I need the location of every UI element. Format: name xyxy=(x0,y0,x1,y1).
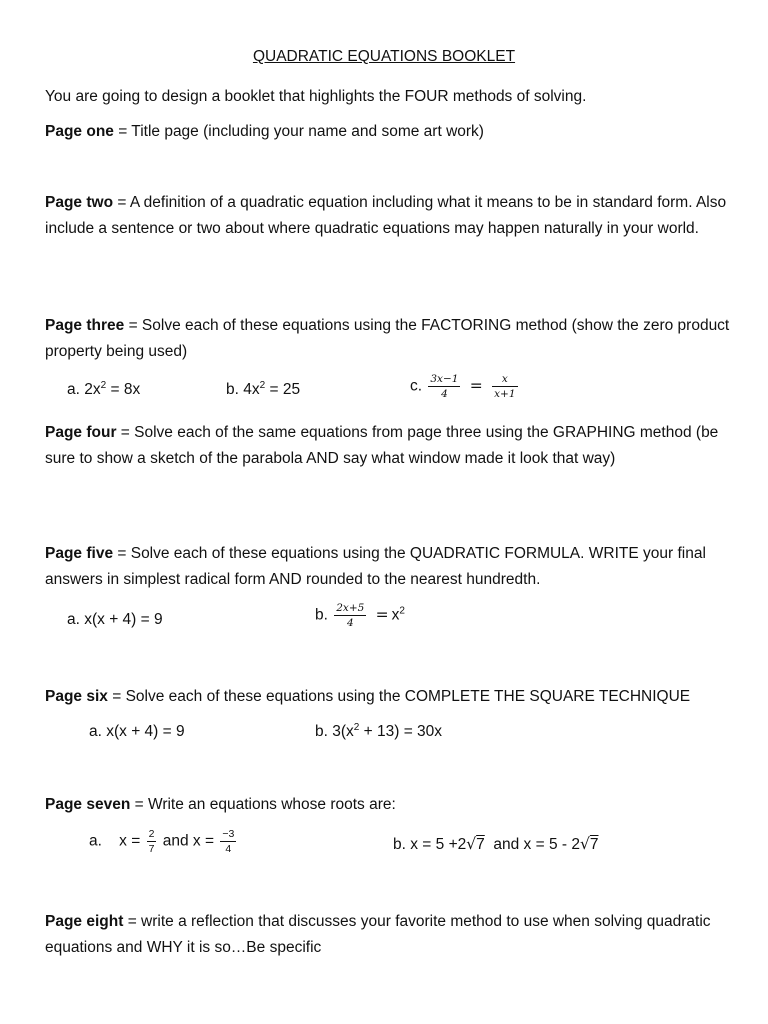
fraction-left: $\frac{3x-1}{4}$ xyxy=(430,373,459,400)
page-eight-text: = write a reflection that discusses your favorite method to use when solving quadratic equations and WHY it is so…Be specific xyxy=(45,913,711,956)
page-seven-text: = Write an equations whose roots are: xyxy=(130,796,396,813)
page-three-text: = Solve each of these equations using the FACTORING method (show the zero product property being used) xyxy=(45,317,730,360)
page-eight-paragraph xyxy=(45,909,735,960)
page-three-equation-b: b. $4x^2 = 25$ xyxy=(226,380,301,398)
page-five-label: Page five xyxy=(45,545,114,562)
booklet-title: QUADRATIC EQUATIONS BOOKLET xyxy=(252,48,516,65)
page-one-text: = Title page (including your name and some art work) xyxy=(113,123,484,140)
page-four-paragraph xyxy=(45,420,735,471)
page-five-equation-a: a. x(x + 4) = 9 xyxy=(67,611,163,628)
page-seven-roots-b: b. x = 5 +2√7 and x = 5 - 2√7 xyxy=(393,835,599,853)
page-four-text: = Solve each of the same equations from page three using the GRAPHING method (be sure to show a sketch of the parabola AND say what window made it look that way) xyxy=(45,424,719,467)
page-six-label: Page six xyxy=(45,688,108,705)
fraction-right: $\frac{x}{x+1}$ xyxy=(494,373,516,400)
page-three-paragraph xyxy=(45,313,735,364)
page-four-label: Page four xyxy=(45,424,117,441)
page-one-paragraph xyxy=(45,119,735,145)
fraction-neg-three-fourths: $\frac{-3}{4}$ xyxy=(222,828,235,855)
page-five-equation-b: b. $\frac{2x+5}{4}$ = $x^2$ xyxy=(315,602,405,629)
page-eight-label: Page eight xyxy=(45,913,124,930)
page-six-equation-a: a. x(x + 4) = 9 xyxy=(89,723,185,740)
page-two-text: = A definition of a quadratic equation including what it means to be in standard form. Also include a sentence or two about where quadratic equations may happen naturally in your world. xyxy=(45,194,727,237)
page-five-paragraph xyxy=(45,541,735,592)
page-three-label: Page three xyxy=(45,317,125,334)
intro-paragraph: You are going to design a booklet that highlights the FOUR methods of solving. xyxy=(45,88,587,105)
page-seven-paragraph xyxy=(45,792,735,818)
page-three-equation-a: a. $2x^2 = 8x$ xyxy=(67,380,141,398)
page-two-paragraph xyxy=(45,190,735,241)
fraction-two-sevenths: $\frac{2}{7}$ xyxy=(148,828,155,855)
page-three-equation-c: c. $\frac{3x-1}{4}$ = $\frac{x}{x+1}$ xyxy=(410,373,516,400)
page-two-label: Page two xyxy=(45,194,114,211)
page-six-paragraph xyxy=(45,684,735,710)
page-seven-roots-a: a. x = $\frac{2}{7}$ and x = $\frac{-3}{4}$ xyxy=(89,828,235,855)
page-six-equation-b: b. $3(x^2 + 13) = 30x$ xyxy=(315,722,443,740)
page-seven-label: Page seven xyxy=(45,796,131,813)
page-six-text: = Solve each of these equations using the COMPLETE THE SQUARE TECHNIQUE xyxy=(107,688,691,705)
fraction: $\frac{2x+5}{4}$ xyxy=(336,602,365,629)
page-five-text: = Solve each of these equations using the QUADRATIC FORMULA. WRITE your final answers in simplest radical form AND rounded to the nearest hundredth. xyxy=(45,545,706,588)
page-one-label: Page one xyxy=(45,123,114,140)
